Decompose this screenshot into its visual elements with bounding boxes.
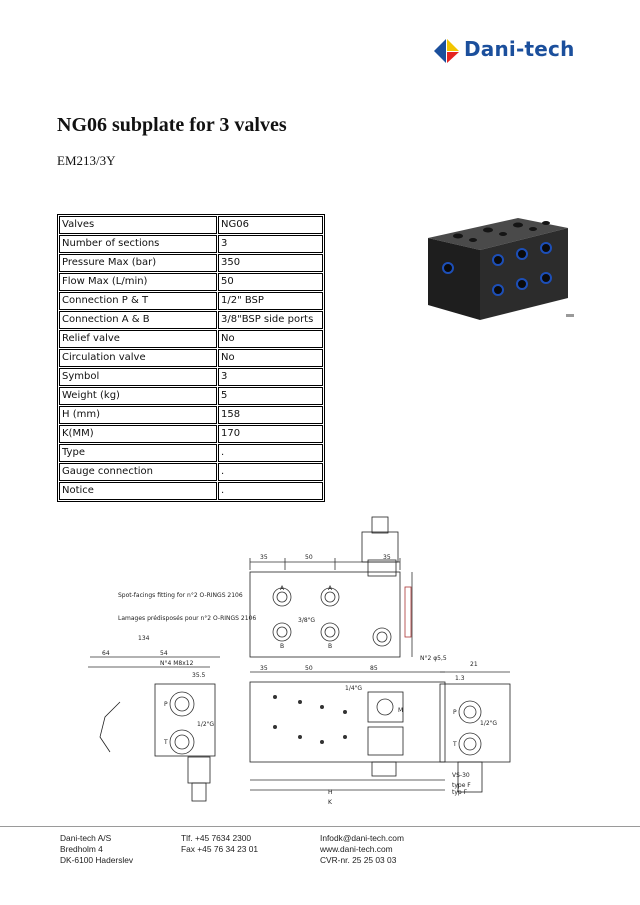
spec-value: . (218, 444, 323, 462)
spec-table (57, 214, 325, 502)
thread-12-right: 1/2"G (480, 720, 498, 727)
footer-address (60, 833, 133, 866)
spec-row (59, 235, 323, 253)
spec-value: 50 (218, 273, 323, 291)
footer-city: DK-6100 Haderslev (60, 855, 134, 865)
spec-label: Circulation valve (59, 349, 217, 367)
dim-35-top: 35 (260, 554, 268, 561)
spec-label: Flow Max (L/min) (59, 273, 217, 291)
brand-logo (432, 36, 592, 66)
dim-85-front: 85 (370, 665, 378, 672)
spec-value: 3 (218, 235, 323, 253)
type-f-1: type F (452, 782, 471, 789)
dim-134: 134 (138, 635, 150, 642)
dim-54: 54 (160, 650, 168, 657)
spec-value: 350 (218, 254, 323, 272)
thread-12-left: 1/2"G (197, 721, 215, 728)
spec-value: No (218, 330, 323, 348)
spec-value: NG06 (218, 216, 323, 234)
port-p-right: P (453, 709, 457, 716)
port-b-left: B (280, 643, 285, 650)
spec-value: 3 (218, 368, 323, 386)
spec-value: 5 (218, 387, 323, 405)
spec-value: 1/2" BSP (218, 292, 323, 310)
footer-cvr: CVR-nr. 25 25 03 03 (320, 855, 397, 865)
spec-label: Weight (kg) (59, 387, 217, 405)
footer-phone-block (181, 833, 258, 855)
dim-H: H (328, 789, 333, 796)
dim-35-front: 35 (260, 665, 268, 672)
spec-value: . (218, 482, 323, 500)
spec-label: Valves (59, 216, 217, 234)
spec-value: . (218, 463, 323, 481)
port-t-left: T (164, 739, 168, 746)
spec-label: Relief valve (59, 330, 217, 348)
dim-1-3: 1.3 (455, 675, 465, 682)
port-p-left: P (164, 701, 168, 708)
thread-14-label: 1/4"G (345, 685, 363, 692)
side-view-right (440, 672, 510, 792)
spec-label: Connection P & T (59, 292, 217, 310)
logo-mark-icon (432, 36, 462, 66)
spec-row (59, 406, 323, 424)
product-code: EM213/3Y (57, 153, 116, 168)
footer-street: Bredholm 4 (60, 844, 103, 854)
dim-holes: N°2 φ5,5 (420, 655, 447, 662)
spec-row (59, 368, 323, 386)
spec-label: Gauge connection (59, 463, 217, 481)
spec-row (59, 311, 323, 329)
spec-row (59, 463, 323, 481)
page-title: NG06 subplate for 3 valves (57, 114, 287, 136)
spec-row (59, 216, 323, 234)
vs-label: VS-30 (452, 772, 470, 779)
thread-38-label: 3/8"G (298, 617, 316, 624)
spec-row (59, 254, 323, 272)
spec-label: Type (59, 444, 217, 462)
footer-contact-block (320, 833, 404, 866)
port-t-right: T (453, 741, 457, 748)
spec-label: Symbol (59, 368, 217, 386)
port-b-right: B (328, 643, 333, 650)
spec-value: 158 (218, 406, 323, 424)
port-m: M (398, 707, 404, 714)
spec-row (59, 273, 323, 291)
dim-21: 21 (470, 661, 478, 668)
spec-value: 170 (218, 425, 323, 443)
footer-web[interactable]: www.dani-tech.com (320, 844, 393, 854)
dim-35-5: 35.5 (192, 672, 206, 679)
spec-label: Number of sections (59, 235, 217, 253)
spec-row (59, 330, 323, 348)
dim-K: K (328, 799, 332, 806)
drawing-note-fr: Lamages prédisposés pour n°2 O-RINGS 2106 (118, 615, 257, 622)
spec-value: No (218, 349, 323, 367)
spec-label: Notice (59, 482, 217, 500)
dim-50-top: 50 (305, 554, 313, 561)
footer-company: Dani-tech A/S (60, 833, 112, 843)
spec-label: K(MM) (59, 425, 217, 443)
product-photo (418, 210, 578, 325)
dim-50-front: 50 (305, 665, 313, 672)
drawing-note-en: Spot-facings fitting for n°2 O-RINGS 2106 (118, 592, 243, 599)
spec-row (59, 482, 323, 500)
dim-64: 64 (102, 650, 110, 657)
spec-value: 3/8"BSP side ports (218, 311, 323, 329)
footer-phone: Tlf. +45 7634 2300 (181, 833, 252, 843)
spec-row (59, 292, 323, 310)
spec-row (59, 425, 323, 443)
spec-row (59, 387, 323, 405)
port-a-right: A (328, 585, 333, 592)
footer-fax: Fax +45 76 34 23 01 (181, 844, 259, 854)
spec-label: H (mm) (59, 406, 217, 424)
dim-35-top-right: 35 (383, 554, 391, 561)
footer-divider (0, 826, 640, 827)
spec-row (59, 349, 323, 367)
dim-screws: N°4 M8x12 (160, 660, 194, 667)
spec-row (59, 444, 323, 462)
technical-drawing (60, 512, 620, 807)
type-f-2: typ F (452, 789, 468, 796)
brand-name: Dani-tech (464, 37, 575, 61)
port-a-left: A (280, 585, 285, 592)
spec-label: Pressure Max (bar) (59, 254, 217, 272)
spec-table-body (59, 216, 323, 500)
spec-label: Connection A & B (59, 311, 217, 329)
footer-email[interactable]: Infodk@dani-tech.com (320, 833, 404, 843)
